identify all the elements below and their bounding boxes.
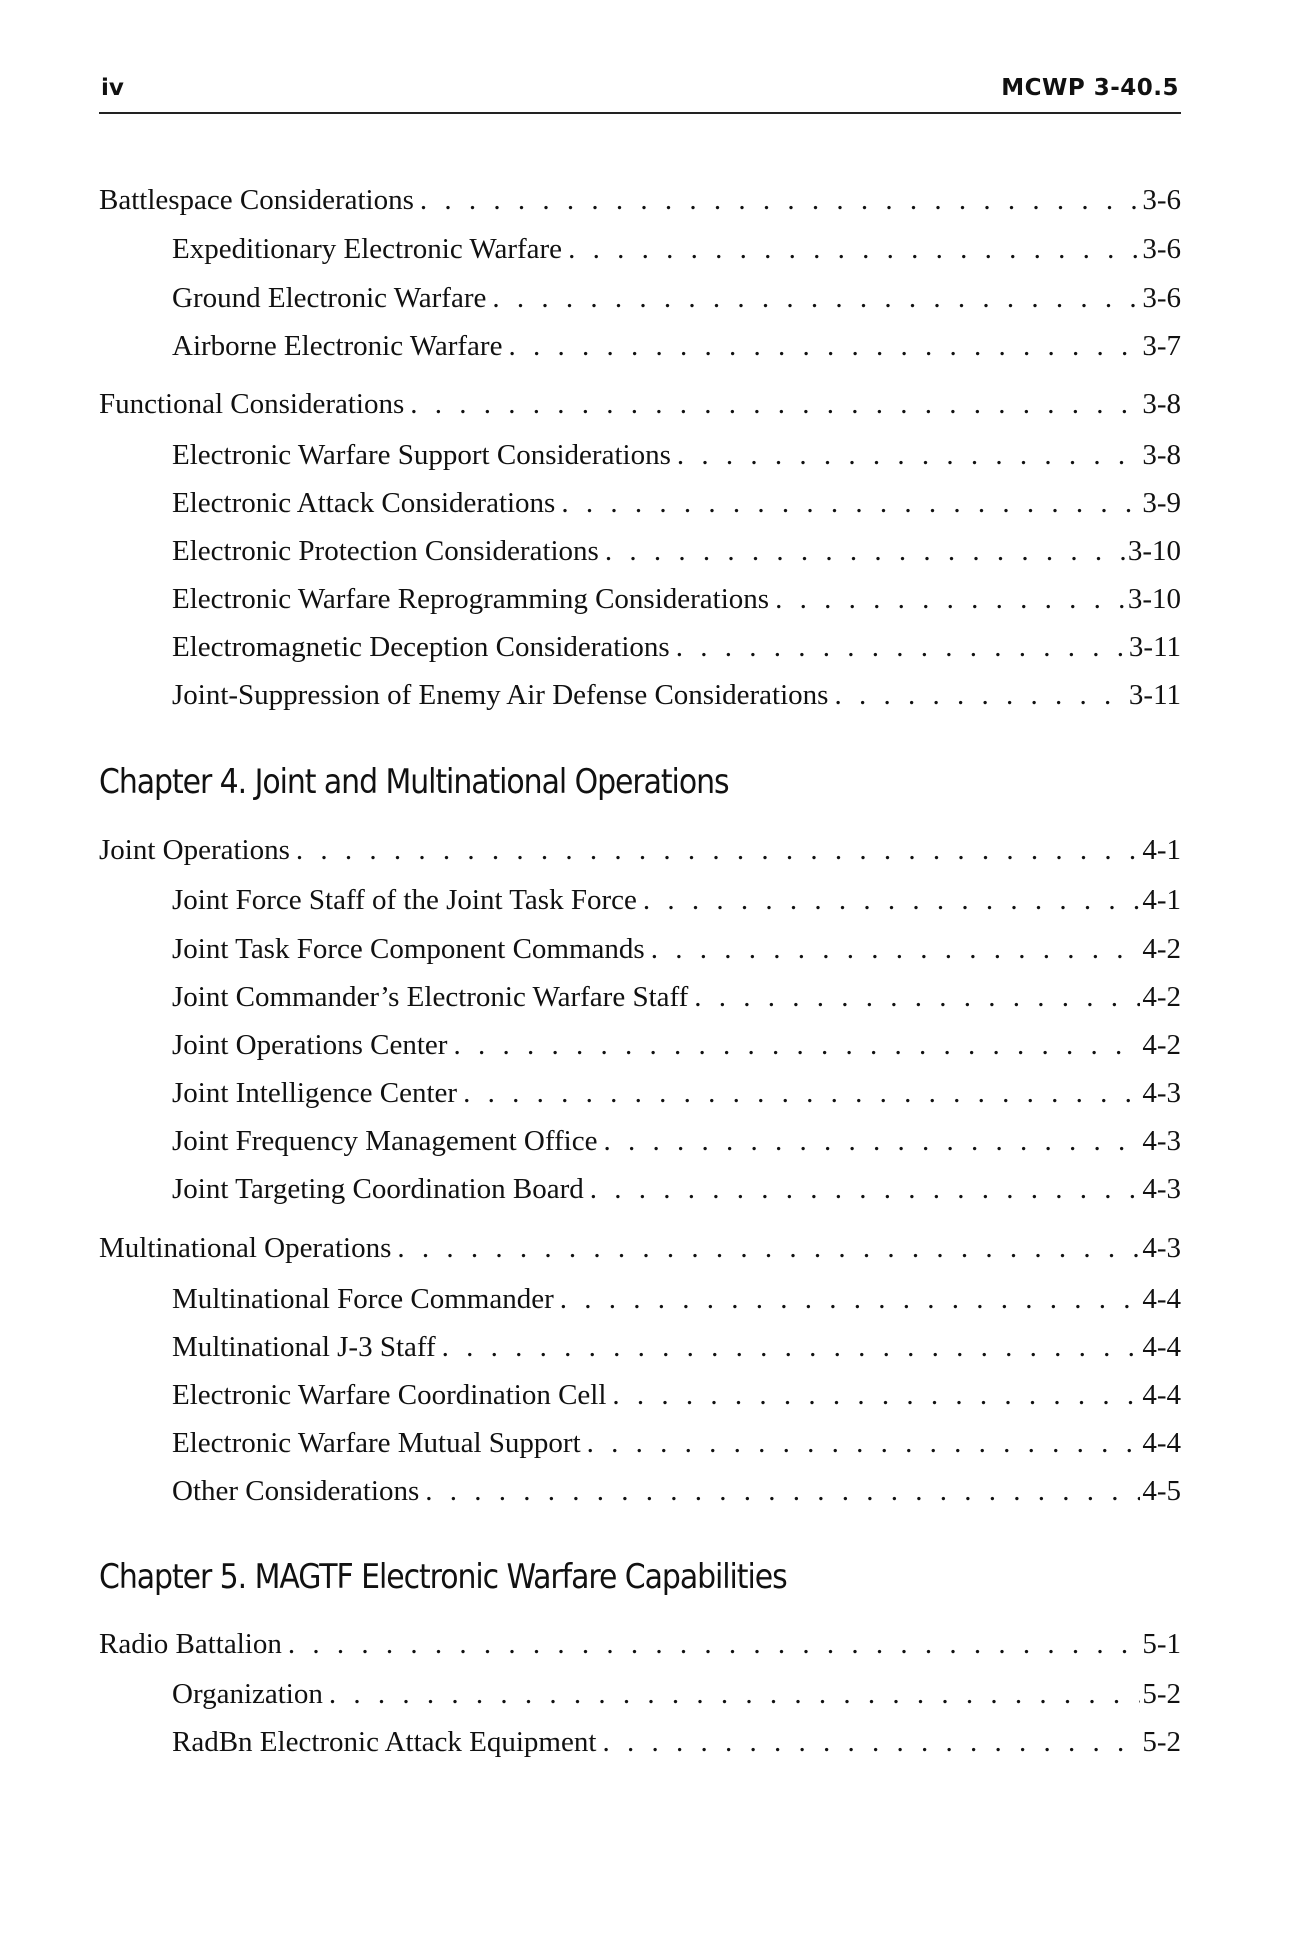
toc-entry-title: Radio Battalion <box>99 1628 282 1660</box>
toc-entry[interactable] <box>172 931 1181 967</box>
toc-entry-title: Joint Targeting Coordination Board <box>172 1173 584 1205</box>
toc-entry-title: Electronic Protection Considerations <box>172 535 599 567</box>
toc-entry[interactable] <box>172 979 1181 1015</box>
toc-entry-page: 3-6 <box>1142 184 1181 216</box>
dot-leader <box>834 677 1126 713</box>
toc-entry-page: 3-10 <box>1127 535 1181 567</box>
toc-entry-title: Electronic Warfare Reprogramming Considerations <box>172 583 770 615</box>
toc-entry[interactable] <box>172 533 1181 569</box>
toc-group <box>99 832 1181 1207</box>
toc-entry-title: Joint Intelligence Center <box>172 1077 458 1109</box>
toc-entry[interactable] <box>172 882 1181 918</box>
document-page <box>99 0 1181 1944</box>
toc-entry[interactable] <box>172 231 1181 267</box>
chapter-heading: Chapter 4. Joint and Multinational Operations <box>99 762 729 802</box>
toc-entry-title: Multinational Operations <box>99 1232 392 1264</box>
toc-entry[interactable] <box>172 437 1181 473</box>
dot-leader <box>677 437 1140 473</box>
dot-leader <box>442 1329 1141 1365</box>
toc-entry-title: Expeditionary Electronic Warfare <box>172 233 563 265</box>
toc-entry-page: 5-1 <box>1142 1628 1181 1660</box>
toc-entry-title: Joint Commander’s Electronic Warfare Staff <box>172 981 689 1013</box>
toc-entry-page: 4-4 <box>1142 1427 1181 1459</box>
dot-leader <box>676 629 1127 665</box>
toc-entry-title: Joint Operations <box>99 834 290 866</box>
publication-id: MCWP 3-40.5 <box>1001 75 1179 101</box>
dot-leader <box>397 1230 1140 1266</box>
toc-entry-page: 3-11 <box>1128 631 1181 663</box>
page-header <box>99 72 1181 114</box>
toc-entry-page: 3-7 <box>1142 330 1181 362</box>
toc-entry-title: Multinational Force Commander <box>172 1283 554 1315</box>
toc-entry[interactable] <box>99 386 1181 422</box>
dot-leader <box>410 386 1140 422</box>
toc-entry-page: 3-8 <box>1142 439 1181 471</box>
toc-entry[interactable] <box>172 1171 1181 1207</box>
toc-entry-page: 4-2 <box>1142 981 1181 1013</box>
toc-entry-title: Functional Considerations <box>99 388 405 420</box>
toc-entry[interactable] <box>172 280 1181 316</box>
toc-entry[interactable] <box>172 1473 1181 1509</box>
dot-leader <box>612 1377 1140 1413</box>
dot-leader <box>561 485 1140 521</box>
toc-entry-title: Electromagnetic Deception Considerations <box>172 631 670 663</box>
dot-leader <box>694 979 1140 1015</box>
toc-entry[interactable] <box>172 629 1181 665</box>
chapter-heading: Chapter 5. MAGTF Electronic Warfare Capabilities <box>99 1557 787 1597</box>
toc-entry[interactable] <box>172 581 1181 617</box>
dot-leader <box>329 1676 1140 1712</box>
toc-entry-page: 4-3 <box>1142 1077 1181 1109</box>
toc-entry-page: 3-6 <box>1142 233 1181 265</box>
toc-entry-page: 3-8 <box>1142 388 1181 420</box>
dot-leader <box>603 1123 1140 1159</box>
dot-leader <box>420 182 1140 218</box>
toc-entry-page: 4-4 <box>1142 1379 1181 1411</box>
toc-group <box>99 182 1181 364</box>
toc-entry[interactable] <box>99 832 1181 868</box>
dot-leader <box>590 1171 1141 1207</box>
dot-leader <box>296 832 1140 868</box>
toc-entry-page: 4-2 <box>1142 1029 1181 1061</box>
toc-entry-title: Joint-Suppression of Enemy Air Defense Considerations <box>172 679 829 711</box>
toc-entry-page: 4-3 <box>1142 1173 1181 1205</box>
toc-entry-page: 4-1 <box>1142 834 1181 866</box>
toc-entry-page: 4-3 <box>1142 1125 1181 1157</box>
dot-leader <box>602 1724 1140 1760</box>
toc-entry[interactable] <box>172 1377 1181 1413</box>
toc-entry-page: 3-6 <box>1142 282 1181 314</box>
toc-entry-page: 4-2 <box>1142 933 1181 965</box>
toc-entry-page: 3-11 <box>1128 679 1181 711</box>
toc-entry-page: 4-5 <box>1142 1475 1181 1507</box>
page-number: iv <box>101 75 124 101</box>
toc-entry-title: Battlespace Considerations <box>99 184 414 216</box>
toc-entry-title: Multinational J-3 Staff <box>172 1331 436 1363</box>
toc-entry-title: RadBn Electronic Attack Equipment <box>172 1726 597 1758</box>
dot-leader <box>463 1075 1140 1111</box>
toc-entry-title: Electronic Warfare Mutual Support <box>172 1427 581 1459</box>
toc-entry-page: 4-4 <box>1142 1331 1181 1363</box>
toc-entry-page: 3-9 <box>1142 487 1181 519</box>
toc-group <box>99 1230 1181 1509</box>
toc-entry[interactable] <box>172 485 1181 521</box>
dot-leader <box>453 1027 1140 1063</box>
dot-leader <box>587 1425 1141 1461</box>
toc-entry[interactable] <box>172 328 1181 364</box>
toc-entry-page: 5-2 <box>1142 1726 1181 1758</box>
dot-leader <box>605 533 1126 569</box>
toc-entry[interactable] <box>172 1281 1181 1317</box>
toc-entry[interactable] <box>99 1230 1181 1266</box>
toc-group <box>99 386 1181 713</box>
toc-entry[interactable] <box>99 182 1181 218</box>
toc-entry-page: 4-3 <box>1142 1232 1181 1264</box>
toc-entry-title: Organization <box>172 1678 323 1710</box>
toc-entry[interactable] <box>172 1329 1181 1365</box>
toc-entry-title: Airborne Electronic Warfare <box>172 330 503 362</box>
toc-entry[interactable] <box>99 1626 1181 1662</box>
dot-leader <box>425 1473 1140 1509</box>
toc-entry[interactable] <box>172 1075 1181 1111</box>
toc-entry-page: 4-1 <box>1142 884 1181 916</box>
toc-entry[interactable] <box>172 1027 1181 1063</box>
toc-entry-page: 3-10 <box>1127 583 1181 615</box>
toc-entry-title: Joint Operations Center <box>172 1029 448 1061</box>
toc-entry[interactable] <box>172 1123 1181 1159</box>
toc-group <box>99 1626 1181 1760</box>
toc-entry[interactable] <box>172 677 1181 713</box>
toc-entry-title: Electronic Warfare Support Considerations <box>172 439 671 471</box>
dot-leader <box>568 231 1140 267</box>
toc-entry-title: Electronic Warfare Coordination Cell <box>172 1379 607 1411</box>
dot-leader <box>651 931 1141 967</box>
toc-entry[interactable] <box>172 1676 1181 1712</box>
toc-entry[interactable] <box>172 1724 1181 1760</box>
toc-entry[interactable] <box>172 1425 1181 1461</box>
toc-entry-page: 4-4 <box>1142 1283 1181 1315</box>
toc-entry-title: Joint Frequency Management Office <box>172 1125 598 1157</box>
dot-leader <box>492 280 1140 316</box>
dot-leader <box>508 328 1140 364</box>
dot-leader <box>560 1281 1141 1317</box>
dot-leader <box>288 1626 1140 1662</box>
dot-leader <box>643 882 1140 918</box>
toc-entry-title: Ground Electronic Warfare <box>172 282 487 314</box>
toc-entry-title: Other Considerations <box>172 1475 420 1507</box>
dot-leader <box>775 581 1126 617</box>
toc-entry-title: Joint Force Staff of the Joint Task Force <box>172 884 637 916</box>
toc-entry-page: 5-2 <box>1142 1678 1181 1710</box>
toc-entry-title: Joint Task Force Component Commands <box>172 933 645 965</box>
toc-entry-title: Electronic Attack Considerations <box>172 487 556 519</box>
